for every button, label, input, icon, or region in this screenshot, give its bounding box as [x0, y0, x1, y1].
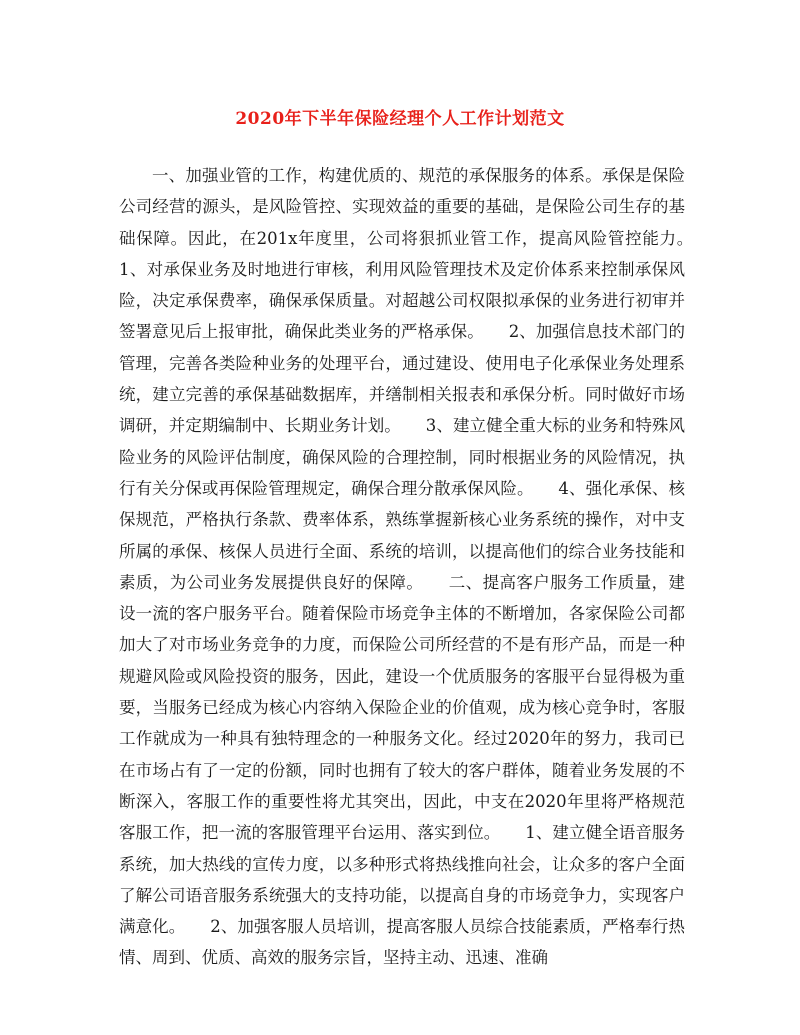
- document-body-paragraph: 一、加强业管的工作，构建优质的、规范的承保服务的体系。承保是保险公司经营的源头，是风险管控、实现效益的重要的基础，是保险公司生存的基础保障。因此，在201x年度里，公司将狠抓业管工作，提高风险管控能力。 1、对承保业务及时地进行审核，利用风险管理技术及定价体系来控制承保风险，决定承保费率，确保承保质量。对超越公司权限拟承保的业务进行初审并签署意见后上报审批，确保此类业务的严格承保。 2、加强信息技术部门的管理，完善各类险种业务的处理平台，通过建设、使用电子化承保业务处理系统，建立完善的承保基础数据库，并缮制相关报表和承保分析。同时做好市场调研，并定期编制中、长期业务计划。 3、建立健全重大标的业务和特殊风险业务的风险评估制度，确保风险的合理控制，同时根据业务的风险情况，执行有关分保或再保险管理规定，确保合理分散承保风险。 4、强化承保、核保规范，严格执行条款、费率体系，熟练掌握新核心业务系统的操作，对中支所属的承保、核保人员进行全面、系统的培训，以提高他们的综合业务技能和素质，为公司业务发展提供良好的保障。 二、提高客户服务工作质量，建设一流的客户服务平台。随着保险市场竞争主体的不断增加，各家保险公司都加大了对市场业务竞争的力度，而保险公司所经营的不是有形产品，而是一种规避风险或风险投资的服务，因此，建设一个优质服务的客服平台显得极为重要，当服务已经成为核心内容纳入保险企业的价值观，成为核心竞争时，客服工作就成为一种具有独特理念的一种服务文化。经过2020年的努力，我司已在市场占有了一定的份额，同时也拥有了较大的客户群体，随着业务发展的不断深入，客服工作的重要性将尤其突出，因此，中支在2020年里将严格规范客服工作，把一流的客服管理平台运用、落实到位。 1、建立健全语音服务系统，加大热线的宣传力度，以多种形式将热线推向社会，让众多的客户全面了解公司语音服务系统强大的支持功能，以提高自身的市场竞争力，实现客户满意化。 2、加强客服人员培训，提高客服人员综合技能素质，严格奉行热情、周到、优质、高效的服务宗旨，坚持主动、迅速、准确: [119, 166, 718, 968]
- document-title: 2020年下半年保险经理个人工作计划范文: [235, 109, 565, 129]
